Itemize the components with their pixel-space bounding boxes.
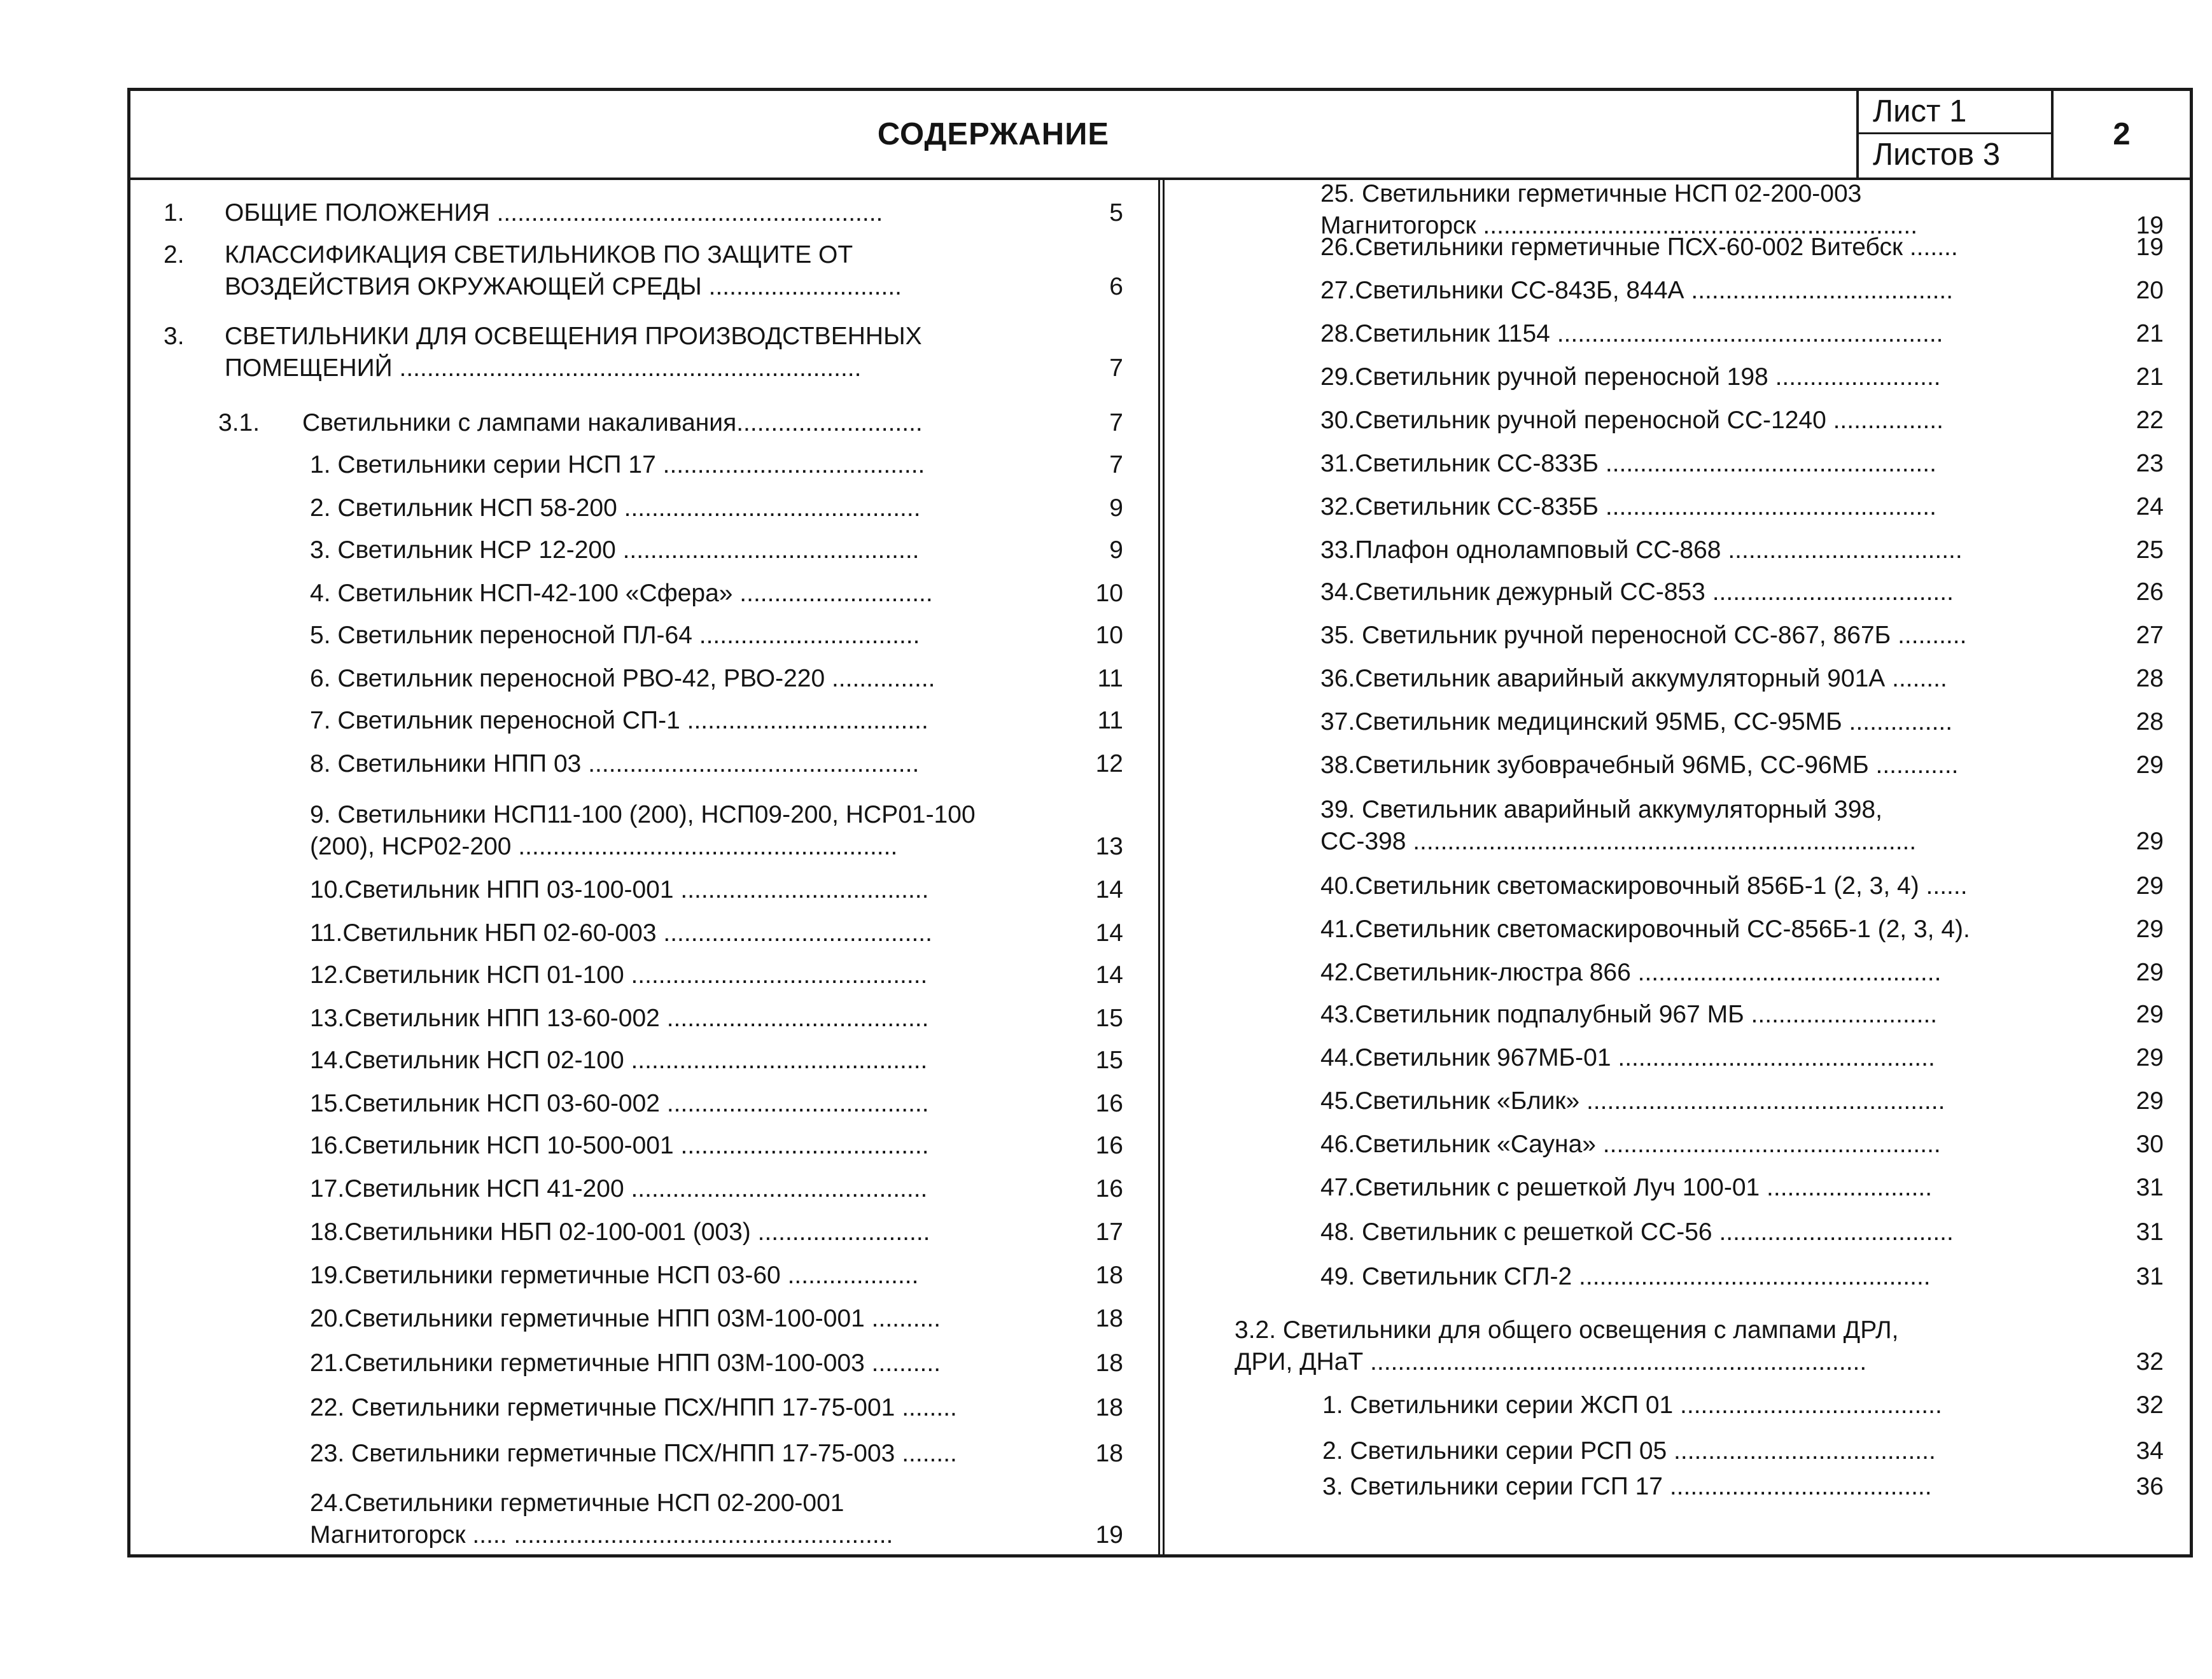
entry-title-line: ВОЗДЕЙСТВИЯ ОКРУЖАЮЩЕЙ СРЕДЫ ............................ bbox=[225, 273, 902, 300]
toc-right-entry bbox=[1165, 578, 2190, 610]
toc-right-entry bbox=[1165, 1473, 2190, 1505]
entry-page-number: 19 bbox=[1095, 1521, 1123, 1549]
entry-title-line: 26.Светильники герметичные ПСХ-60-002 Витебск ....... bbox=[1320, 233, 1958, 261]
entry-title-line: 10.Светильник НПП 03-100-001 .................................... bbox=[310, 876, 929, 903]
document-frame bbox=[127, 88, 2193, 1557]
entry-title-line: 2. Светильник НСП 58-200 ........................................... bbox=[310, 494, 921, 522]
entry-page-number: 7 bbox=[1109, 451, 1123, 478]
toc-right-entry bbox=[1165, 233, 2190, 265]
entry-title-line: ОБЩИЕ ПОЛОЖЕНИЯ ........................................................ bbox=[225, 199, 883, 226]
entry-title-line: 35. Светильник ручной переносной СС-867, 867Б .......... bbox=[1320, 622, 1967, 649]
entry-page-number: 7 bbox=[1109, 354, 1123, 382]
entry-title-line: 1. Светильники серии НСП 17 ...................................... bbox=[310, 451, 925, 478]
entry-title-line: 3. Светильники серии ГСП 17 ...................................... bbox=[1322, 1473, 1932, 1500]
toc-left-entry bbox=[130, 1047, 1158, 1078]
entry-page-number: 5 bbox=[1109, 199, 1123, 226]
column-divider bbox=[1158, 180, 1165, 1557]
entry-title-line: 21.Светильники герметичные НПП 03М-100-003 .......... bbox=[310, 1349, 941, 1377]
toc-right-entry bbox=[1165, 536, 2190, 568]
entry-title-line: Магнитогорск ..... ....................................................... bbox=[310, 1521, 893, 1549]
toc-left-entry bbox=[130, 665, 1158, 697]
toc-right-entry bbox=[1165, 493, 2190, 525]
toc-left-entry bbox=[130, 1440, 1158, 1472]
entry-title-line: 17.Светильник НСП 41-200 ........................................... bbox=[310, 1175, 928, 1202]
document-title: СОДЕРЖАНИЕ bbox=[877, 117, 1110, 151]
entry-title-line: КЛАССИФИКАЦИЯ СВЕТИЛЬНИКОВ ПО ЗАЩИТЕ ОТ bbox=[225, 241, 853, 268]
toc-right-entry bbox=[1165, 622, 2190, 653]
entry-page-number: 19 bbox=[2136, 233, 2164, 261]
entry-page-number: 24 bbox=[2136, 493, 2164, 520]
entry-title-line: 15.Светильник НСП 03-60-002 ...................................... bbox=[310, 1090, 929, 1117]
entry-page-number: 21 bbox=[2136, 363, 2164, 391]
toc-left-entry bbox=[130, 801, 1158, 865]
entry-title-line: 7. Светильник переносной СП-1 ................................... bbox=[310, 707, 928, 734]
toc-right-entry bbox=[1165, 872, 2190, 904]
entry-title-line: 42.Светильник-люстра 866 ............................................ bbox=[1320, 959, 1942, 986]
entry-page-number: 28 bbox=[2136, 708, 2164, 735]
toc-left-entry bbox=[130, 1005, 1158, 1036]
toc-right-entry bbox=[1165, 916, 2190, 947]
entry-page-number: 17 bbox=[1095, 1218, 1123, 1246]
entry-title-line: 34.Светильник дежурный СС-853 ................................... bbox=[1320, 578, 1954, 606]
entry-page-number: 10 bbox=[1095, 580, 1123, 607]
entry-title-line: 30.Светильник ручной переносной СС-1240 ................ bbox=[1320, 407, 1943, 434]
entry-title-line: 25. Светильники герметичные НСП 02-200-003 bbox=[1320, 180, 1862, 207]
toc-left-entry bbox=[130, 1218, 1158, 1250]
toc-right-entry bbox=[1165, 1131, 2190, 1162]
entry-title-line: 45.Светильник «Блик» .................................................... bbox=[1320, 1087, 1945, 1115]
entry-page-number: 18 bbox=[1095, 1394, 1123, 1421]
entry-title-line: ДРИ, ДНаТ ........................................................................ bbox=[1235, 1348, 1867, 1376]
sheet-label: Лист 1 bbox=[1856, 91, 2051, 134]
entry-title-line: 23. Светильники герметичные ПСХ/НПП 17-75-003 ........ bbox=[310, 1440, 957, 1467]
entry-title-line: 18.Светильники НБП 02-100-001 (003) ......................... bbox=[310, 1218, 930, 1246]
title-block bbox=[130, 91, 2190, 180]
toc-left-entry bbox=[130, 580, 1158, 611]
toc-right-entry bbox=[1165, 708, 2190, 740]
toc-right-entry bbox=[1165, 1218, 2190, 1250]
entry-page-number: 11 bbox=[1097, 665, 1123, 692]
toc-left-entry bbox=[130, 622, 1158, 653]
entry-page-number: 16 bbox=[1095, 1175, 1123, 1202]
entry-page-number: 19 bbox=[2136, 212, 2164, 239]
entry-title-line: 48. Светильник с решеткой СС-56 .................................. bbox=[1320, 1218, 1954, 1246]
entry-title-line: 44.Светильник 967МБ-01 .............................................. bbox=[1320, 1044, 1935, 1071]
toc-right-entry bbox=[1165, 1174, 2190, 1206]
entry-title-line: 32.Светильник СС-835Б ................................................ bbox=[1320, 493, 1936, 520]
toc-right-entry bbox=[1165, 1263, 2190, 1295]
toc-right-entry bbox=[1165, 450, 2190, 482]
entry-title-line: СВЕТИЛЬНИКИ ДЛЯ ОСВЕЩЕНИЯ ПРОИЗВОДСТВЕННЫХ bbox=[225, 323, 922, 350]
toc-left-entry bbox=[130, 876, 1158, 908]
toc-left-entry bbox=[130, 199, 1158, 231]
entry-title-line: 12.Светильник НСП 01-100 ........................................... bbox=[310, 961, 928, 989]
entry-page-number: 29 bbox=[2136, 1001, 2164, 1028]
toc-right-entry bbox=[1165, 665, 2190, 697]
entry-page-number: 23 bbox=[2136, 450, 2164, 477]
entry-page-number: 6 bbox=[1109, 273, 1123, 300]
toc-left-entry bbox=[130, 750, 1158, 782]
entry-page-number: 25 bbox=[2136, 536, 2164, 564]
entry-title-line: 28.Светильник 1154 ........................................................ bbox=[1320, 320, 1943, 347]
entry-page-number: 18 bbox=[1095, 1349, 1123, 1377]
entry-page-number: 29 bbox=[2136, 828, 2164, 855]
entry-title-line: СС-398 ......................................................................... bbox=[1320, 828, 1917, 855]
entry-page-number: 12 bbox=[1095, 750, 1123, 777]
entry-title-line: 33.Плафон однoламповый СС-868 .................................. bbox=[1320, 536, 1963, 564]
entry-page-number: 29 bbox=[2136, 959, 2164, 986]
entry-page-number: 10 bbox=[1095, 622, 1123, 649]
entry-page-number: 32 bbox=[2136, 1391, 2164, 1419]
entry-title-line: 47.Светильник с решеткой Луч 100-01 ........................ bbox=[1320, 1174, 1933, 1201]
toc-left-entry bbox=[130, 961, 1158, 993]
entry-title-line: Светильники с лампами накаливания........................... bbox=[302, 409, 923, 436]
entry-title-line: 11.Светильник НБП 02-60-003 ....................................... bbox=[310, 919, 932, 947]
toc-left-entry bbox=[130, 241, 1158, 305]
entry-number: 2. bbox=[164, 241, 185, 268]
entry-title-line: 4. Светильник НСП-42-100 «Сфера» ............................ bbox=[310, 580, 933, 607]
toc-right-entry bbox=[1165, 1087, 2190, 1119]
entry-title-line: 37.Светильник медицинский 95МБ, СС-95МБ ............... bbox=[1320, 708, 1953, 735]
toc-left-entry bbox=[130, 919, 1158, 951]
entry-page-number: 14 bbox=[1095, 919, 1123, 947]
entry-number: 1. bbox=[164, 199, 185, 226]
entry-page-number: 31 bbox=[2136, 1218, 2164, 1246]
toc-right-entry bbox=[1165, 1437, 2190, 1469]
toc-right-entry bbox=[1165, 1391, 2190, 1423]
entry-page-number: 32 bbox=[2136, 1348, 2164, 1376]
entry-title-line: 31.Светильник СС-833Б ................................................ bbox=[1320, 450, 1936, 477]
toc-left-entry bbox=[130, 707, 1158, 739]
entry-page-number: 16 bbox=[1095, 1090, 1123, 1117]
entry-page-number: 29 bbox=[2136, 872, 2164, 900]
entry-title-line: 36.Светильник аварийный аккумуляторный 901А ........ bbox=[1320, 665, 1947, 692]
entry-page-number: 27 bbox=[2136, 622, 2164, 649]
entry-title-line: 20.Светильники герметичные НПП 03М-100-001 .......... bbox=[310, 1305, 941, 1332]
entry-title-line: 39. Светильник аварийный аккумуляторный 398, bbox=[1320, 796, 1882, 823]
entry-page-number: 18 bbox=[1095, 1440, 1123, 1467]
entry-number: 3.1. bbox=[218, 409, 260, 436]
toc-left-entry bbox=[130, 1489, 1158, 1553]
entry-page-number: 26 bbox=[2136, 578, 2164, 606]
entry-page-number: 14 bbox=[1095, 961, 1123, 989]
toc-left-entry bbox=[130, 1394, 1158, 1426]
entry-page-number: 29 bbox=[2136, 751, 2164, 779]
toc-left-entry bbox=[130, 1175, 1158, 1207]
page-number: 2 bbox=[2051, 91, 2190, 178]
entry-title-line: 29.Светильник ручной переносной 198 ........................ bbox=[1320, 363, 1941, 391]
entry-page-number: 14 bbox=[1095, 876, 1123, 903]
toc-left-entry bbox=[130, 1132, 1158, 1164]
entry-title-line: 46.Светильник «Сауна» ................................................. bbox=[1320, 1131, 1941, 1158]
toc-right-entry bbox=[1165, 1001, 2190, 1033]
entry-title-line: 38.Светильник зубоврачебный 96МБ, СС-96МБ ............ bbox=[1320, 751, 1959, 779]
entry-page-number: 31 bbox=[2136, 1174, 2164, 1201]
entry-title-line: 41.Светильник светомаскировочный СС-856Б-1 (2, 3, 4). bbox=[1320, 916, 1970, 943]
toc-left-entry bbox=[130, 494, 1158, 526]
entry-page-number: 18 bbox=[1095, 1262, 1123, 1289]
toc-left-entry bbox=[130, 451, 1158, 483]
toc-right-entry bbox=[1165, 959, 2190, 991]
entry-title-line: 27.Светильники СС-843Б, 844А ...................................... bbox=[1320, 277, 1954, 304]
toc-right-entry bbox=[1165, 796, 2190, 860]
entry-page-number: 9 bbox=[1109, 536, 1123, 564]
entry-page-number: 18 bbox=[1095, 1305, 1123, 1332]
entry-title-line: 49. Светильник СГЛ-2 ................................................... bbox=[1320, 1263, 1931, 1290]
toc-left-entry bbox=[130, 1349, 1158, 1381]
toc-right-entry bbox=[1165, 1316, 2190, 1380]
entry-page-number: 36 bbox=[2136, 1473, 2164, 1500]
entry-title-line: 40.Светильник светомаскировочный 856Б-1 (2, 3, 4) ...... bbox=[1320, 872, 1968, 900]
entry-page-number: 29 bbox=[2136, 1044, 2164, 1071]
entry-title-line: 2. Светильники серии РСП 05 ...................................... bbox=[1322, 1437, 1936, 1465]
entry-page-number: 31 bbox=[2136, 1263, 2164, 1290]
entry-page-number: 20 bbox=[2136, 277, 2164, 304]
entry-page-number: 21 bbox=[2136, 320, 2164, 347]
entry-title-line: 5. Светильник переносной ПЛ-64 ................................ bbox=[310, 622, 920, 649]
entry-title-line: 24.Светильники герметичные НСП 02-200-001 bbox=[310, 1489, 844, 1517]
entry-title-line: 6. Светильник переносной РВО-42, РВО-220 ............... bbox=[310, 665, 935, 692]
entry-page-number: 22 bbox=[2136, 407, 2164, 434]
entry-page-number: 15 bbox=[1095, 1005, 1123, 1032]
entry-title-line: 16.Светильник НСП 10-500-001 .................................... bbox=[310, 1132, 929, 1159]
toc-left-entry bbox=[130, 1305, 1158, 1337]
toc-right-entry bbox=[1165, 363, 2190, 395]
entry-page-number: 13 bbox=[1095, 833, 1123, 860]
entry-title-line: (200), НСР02-200 ....................................................... bbox=[310, 833, 898, 860]
entry-title-line: 43.Светильник подпалубный 967 МБ ........................... bbox=[1320, 1001, 1938, 1028]
entry-number: 3. bbox=[164, 323, 185, 350]
entry-title-line: 14.Светильник НСП 02-100 ........................................... bbox=[310, 1047, 928, 1074]
toc-left-entry bbox=[130, 536, 1158, 568]
sheets-total-label: Листов 3 bbox=[1856, 134, 2051, 178]
entry-page-number: 28 bbox=[2136, 665, 2164, 692]
entry-page-number: 34 bbox=[2136, 1437, 2164, 1465]
entry-page-number: 29 bbox=[2136, 1087, 2164, 1115]
entry-title-line: ПОМЕЩЕНИЙ ................................................................... bbox=[225, 354, 862, 382]
toc-right-entry bbox=[1165, 751, 2190, 783]
entry-title-line: 13.Светильник НПП 13-60-002 ...................................... bbox=[310, 1005, 929, 1032]
entry-title-line: 3. Светильник НСР 12-200 ........................................... bbox=[310, 536, 920, 564]
entry-title-line: 9. Светильники НСП11-100 (200), НСП09-200, НСР01-100 bbox=[310, 801, 976, 828]
entry-page-number: 11 bbox=[1097, 707, 1123, 734]
entry-title-line: 22. Светильники герметичные ПСХ/НПП 17-75-001 ........ bbox=[310, 1394, 957, 1421]
entry-title-line: Магнитогорск ............................................................... bbox=[1320, 212, 1918, 239]
entry-title-line: 8. Светильники НПП 03 ................................................ bbox=[310, 750, 920, 777]
entry-title-line: 1. Светильники серии ЖСП 01 ...................................... bbox=[1322, 1391, 1942, 1419]
toc-right-entry bbox=[1165, 277, 2190, 309]
toc-left-entry bbox=[130, 1090, 1158, 1122]
toc-right-entry bbox=[1165, 407, 2190, 438]
toc-right-entry bbox=[1165, 320, 2190, 352]
toc-right-entry bbox=[1165, 1044, 2190, 1076]
entry-title-line: 19.Светильники герметичные НСП 03-60 ................... bbox=[310, 1262, 919, 1289]
toc-left-entry bbox=[130, 323, 1158, 386]
entry-page-number: 15 bbox=[1095, 1047, 1123, 1074]
entry-title-line: 3.2. Светильники для общего освещения с лампами ДРЛ, bbox=[1235, 1316, 1899, 1344]
entry-page-number: 16 bbox=[1095, 1132, 1123, 1159]
entry-page-number: 9 bbox=[1109, 494, 1123, 522]
entry-page-number: 30 bbox=[2136, 1131, 2164, 1158]
entry-page-number: 29 bbox=[2136, 916, 2164, 943]
toc-left-entry bbox=[130, 409, 1158, 441]
toc-left-entry bbox=[130, 1262, 1158, 1293]
entry-page-number: 7 bbox=[1109, 409, 1123, 436]
